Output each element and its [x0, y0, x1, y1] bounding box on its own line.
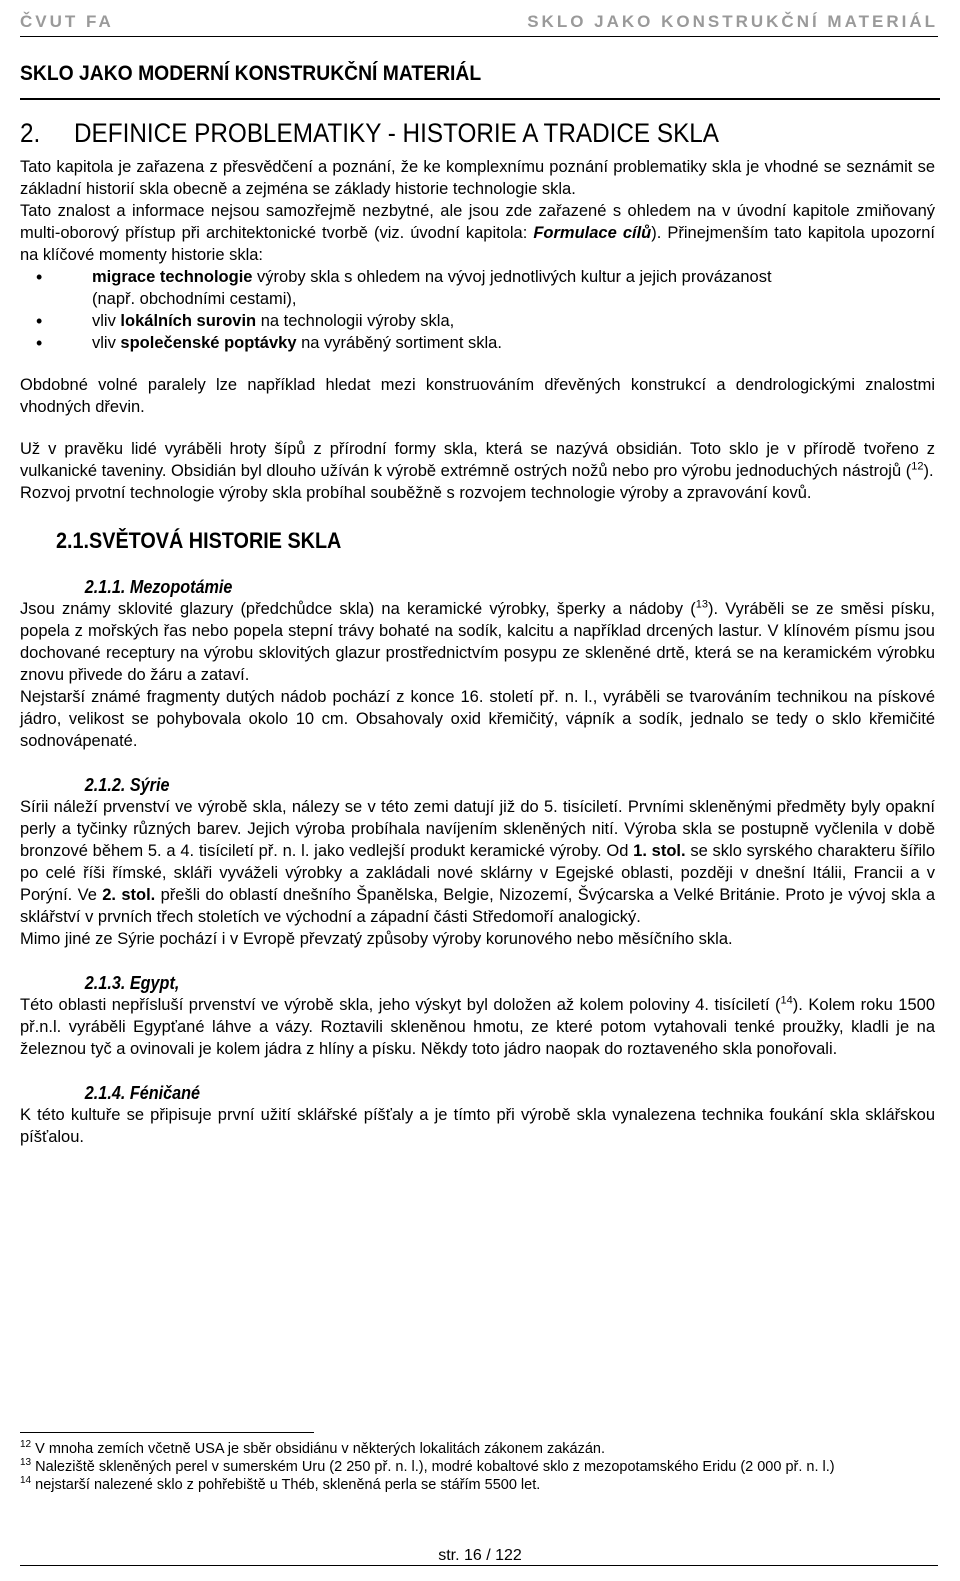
footnote: $^{12}$ V mnoha zemích včetně USA je sběr obsidiánu v některých lokalitách zákonem zakázán.	[20, 1439, 605, 1457]
section-number: 2.	[20, 118, 41, 148]
intro-paragraph-4: Už v pravěku lidé vyráběli hroty šípů z přírodní formy skla, která se nazývá obsidián. Toto sklo je v přírodě tvořeno z vulkanické taveniny. Obsidián byl dlouho užíván k výrobě extrémně ostrých nožů nebo pro výrobu jednoduchých nástrojů ($^{12}$).	[20, 440, 935, 480]
footnote-rule	[20, 1432, 314, 1433]
footnote-ref: 14	[780, 994, 793, 1007]
footnote: $^{13}$ Naleziště skleněných perel v sumerském Uru (2 250 př. n. l.), modré kobaltové sklo z mezopotamského Eridu (2 000 př. n. l.)	[20, 1457, 835, 1475]
title-rule	[20, 98, 940, 100]
fenicane-paragraph: K této kultuře se připisuje první užití sklářské píšťaly a je tímto při výrobě skla vynalezena technika foukání skla sklářskou píšťalou.	[20, 1106, 935, 1146]
footer-rule	[20, 1565, 938, 1566]
mezopotamie-paragraph-2: Nejstarší známé fragmenty dutých nádob pochází z konce 16. století př. n. l., vyráběli se tvarováním technikou na pískové jádro, velikost se pohybovala okolo 10 cm. Obsahovaly oxid křemičitý, vápník a sodík, jednalo se tedy o sklo křemičité sodnovápenaté.	[20, 688, 935, 750]
page-header	[20, 10, 938, 37]
list-item: • vliv společenské poptávky na vyráběný sortiment skla.	[20, 332, 935, 354]
body-text	[20, 156, 935, 1148]
footnote-ref: 13	[695, 598, 708, 611]
footnote: $^{14}$ nejstarší nalezené sklo z pohřebiště u Théb, skleněná perla se stářím 5500 let.	[20, 1475, 541, 1493]
heading-fenicane: 2.1.4. Féničané	[84, 1083, 201, 1103]
syrie-paragraph-1: Sírii náleží prvenství ve výrobě skla, nálezy se v této zemi datují již do 5. tisíciletí. Prvními skleněnými předměty byly opakní perly a tyčinky různých barev. Jejich výroba probíhala navíjením skleněných nití. Výroba skla se postupně vyčlenila v době bronzové během 5. a 4. tisíciletí př. n. l. jako vedlejší produkt keramické výroby. Od 1. stol. se sklo syrského charakteru šířilo po celé říši římské, skláři vyváželi výrobky a zakládali nové sklárny v Egejské oblasti, později v dnešní Itálii, Francii a v Porýní. Ve 2. stol. přešli do oblastí dnešního Španělska, Belgie, Nizozemí, Švýcarska a Velké Británie. Proto je vývoj skla a sklářství v prvních třech stoletích ve východní a západní části Středomoří analogický.	[20, 798, 936, 926]
intro-paragraph-5: Rozvoj prvotní technologie výroby skla probíhal souběžně s rozvojem technologie výroby a zpravování kovů.	[20, 484, 812, 502]
section-heading	[20, 118, 719, 149]
intro-paragraph-1: Tato kapitola je zařazena z přesvědčení a poznání, že ke komplexnímu poznání problematiky skla je vhodné se seznámit se základní historií skla obecně a zejména se základy historie technologie skla.	[20, 158, 935, 198]
intro-paragraph-3: Obdobné volné paralely lze například hledat mezi konstruováním dřevěných konstrukcí a dendrologickými znalostmi vhodných dřevin.	[20, 376, 935, 416]
footnotes	[20, 1440, 935, 1494]
page-footer	[0, 1547, 960, 1565]
footnote-ref: 12	[911, 460, 924, 473]
document-title: SKLO JAKO MODERNÍ KONSTRUKČNÍ MATERIÁL	[20, 62, 482, 85]
mezopotamie-paragraph-1: Jsou známy sklovité glazury (předchůdce skla) na keramické výrobky, šperky a nádoby ($^{13}$). Vyráběli se ze směsi písku, popela z mořských řas nebo popela stepní trávy bohaté na sodík, kalcitu a například drcených lastur. V klínovém písmu jsou dochované receptury na výrobu sklovitých glazur prostřednictvím posypu ze skleněné drtě, která se na keramickém výrobku znovu přivede do žáru a zataví.	[20, 598, 935, 684]
section-title: DEFINICE PROBLEMATIKY - HISTORIE A TRADICE SKLA	[74, 118, 720, 148]
heading-syrie: 2.1.2. Sýrie	[84, 775, 170, 795]
subsection-heading: 2.1.SVĚTOVÁ HISTORIE SKLA	[56, 528, 342, 553]
syrie-paragraph-2: Mimo jiné ze Sýrie pochází i v Evropě převzatý způsoby výroby korunového nebo měsíčního skla.	[20, 930, 733, 948]
header-institution: ČVUT FA	[20, 12, 114, 31]
key-moments-list	[20, 266, 935, 354]
heading-mezopotamie: 2.1.1. Mezopotámie	[84, 577, 233, 597]
list-item: • migrace technologie výroby skla s ohledem na vývoj jednotlivých kultur a jejich provázanost (např. obchodními cestami),	[20, 266, 935, 310]
intro-paragraph-2: Tato znalost a informace nejsou samozřejmě nezbytné, ale jsou zde zařazené s ohledem na v úvodní kapitole zmiňovaný multi-oborový přístup při architektonické tvorbě (viz. úvodní kapitola: Formulace cílů). Přinejmenším tato kapitola upozorní na klíčové momenty historie skla:	[20, 202, 935, 264]
egypt-paragraph: Této oblasti nepřísluší prvenství ve výrobě skla, jeho výskyt byl doložen až kolem poloviny 4. tisíciletí ($^{14}$). Kolem roku 1500 př.n.l. vyráběli Egypťané láhve a vázy. Roztavili skleněnou hmotu, ze které potom vytahovali tenké proužky, kladli je na železnou tyč a ovinovali je kolem jádra z hlíny a písku. Někdy toto jádro naopak do roztaveného skla ponořovali.	[20, 994, 936, 1058]
list-item: • vliv lokálních surovin na technologii výroby skla,	[20, 310, 935, 332]
header-doc-title: SKLO JAKO KONSTRUKČNÍ MATERIÁL	[527, 12, 938, 31]
heading-egypt: 2.1.3. Egypt,	[84, 973, 180, 993]
page-number: str. 16 / 122	[432, 1547, 528, 1564]
